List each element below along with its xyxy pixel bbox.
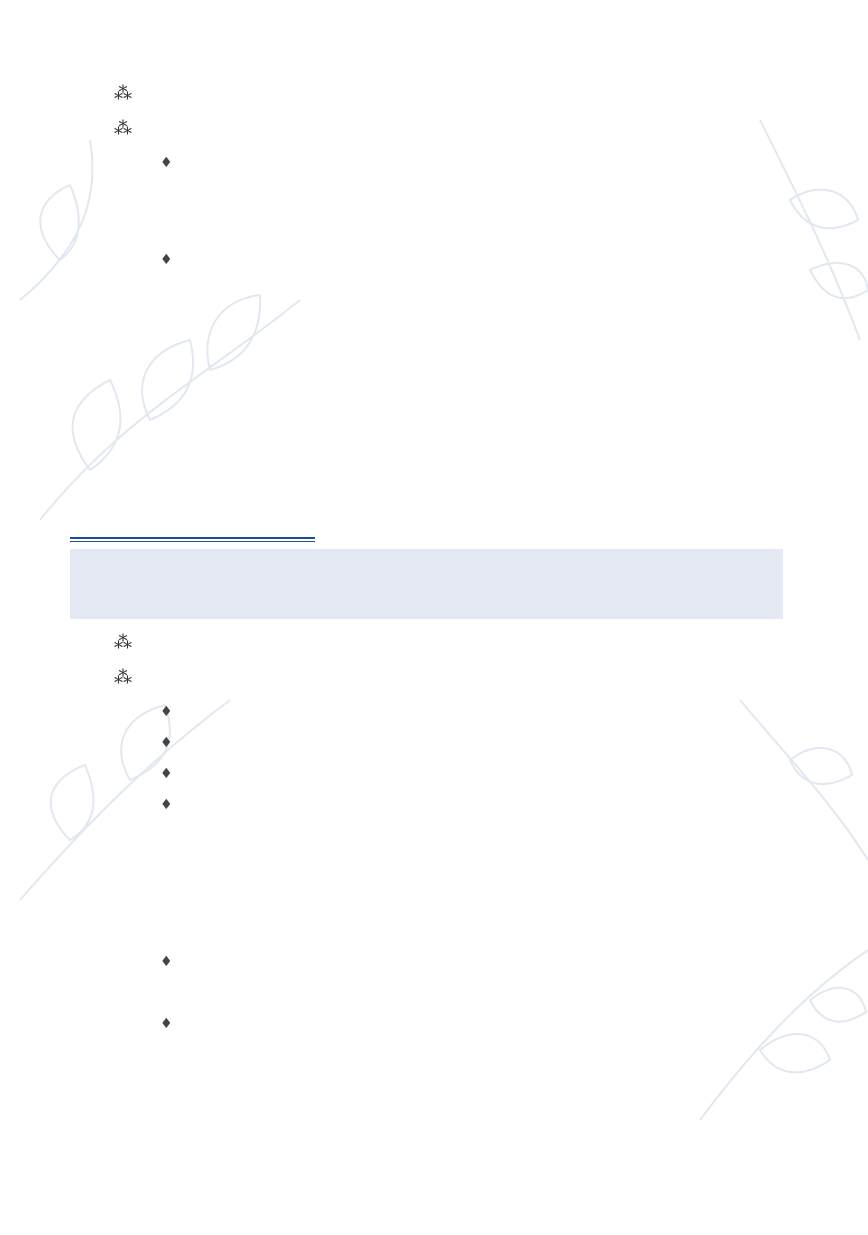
title-underline — [70, 537, 315, 539]
asterism-icon: ⁂ — [114, 667, 132, 688]
scripture-quote-box — [70, 549, 783, 619]
bullet-icon: ♦ — [160, 766, 173, 782]
bottom-triangle-border — [0, 1185, 868, 1235]
bullet-icon: ♦ — [160, 735, 173, 751]
asterism-icon: ⁂ — [114, 83, 132, 104]
bullet-icon: ♦ — [160, 252, 173, 268]
asterism-icon: ⁂ — [114, 118, 132, 139]
bullet-icon: ♦ — [160, 704, 173, 720]
bullet-icon: ♦ — [160, 797, 173, 813]
bullet-icon: ♦ — [160, 155, 173, 171]
bullet-icon: ♦ — [160, 954, 173, 970]
title-underline-thin — [70, 541, 315, 542]
bullet-icon: ♦ — [160, 1016, 173, 1032]
asterism-icon: ⁂ — [114, 632, 132, 653]
